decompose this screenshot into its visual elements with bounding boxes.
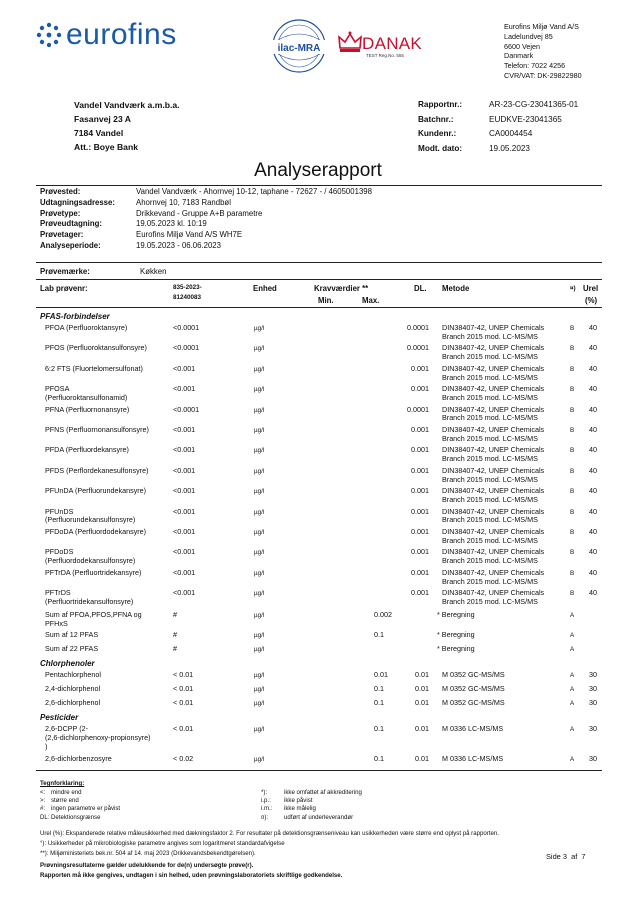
legend-key: >: xyxy=(40,797,46,805)
legend-key: #: xyxy=(40,805,46,813)
max-requirement: 0.1 xyxy=(374,684,384,693)
legend-key: i.p.: xyxy=(261,797,271,805)
client-line: Vandel Vandværk a.m.b.a. xyxy=(74,100,180,110)
legend-key: i.m.: xyxy=(261,805,273,813)
urel-percent: 40 xyxy=(589,465,597,475)
parameter-name: 2,6-DCPP (2- xyxy=(45,724,89,733)
danak-logo-text: DANAK xyxy=(362,34,423,53)
info-label: Prøvested: xyxy=(40,187,81,196)
unit: µg/l xyxy=(254,386,265,394)
detection-limit: 0.01 xyxy=(415,698,429,707)
danak-reg-text: TEST Reg.No. 555 xyxy=(366,53,404,58)
accreditation-flag: B xyxy=(570,467,575,475)
note-urel: Urel (%): Ekspanderede relative måleusikkerhed med dækningsfaktor 2. For resultater på detektionsgrænseniveau kan usikkerheden være større end oplyst på rapporten. xyxy=(40,830,499,837)
accreditation-flag: A xyxy=(570,700,575,707)
result-value: <0.001 xyxy=(173,588,196,598)
accreditation-flag: B xyxy=(570,590,575,598)
result-value: <0.001 xyxy=(173,465,196,475)
parameter-name: 6:2 FTS (Fluortelomersulfonat) xyxy=(45,363,143,373)
parameter-name: PFTrDA (Perfluortridekansyre) xyxy=(45,567,142,577)
urel-percent: 40 xyxy=(589,445,597,455)
meta-label: Rapportnr.: xyxy=(418,100,463,109)
parameter-name: 2,6-dichlorbenzosyre xyxy=(45,754,112,763)
meta-label: Kundenr.: xyxy=(418,129,457,138)
accreditation-flag: B xyxy=(570,549,575,557)
parameter-name: ) xyxy=(45,741,48,751)
detection-limit: 0.0001 xyxy=(407,343,429,353)
legend-key: DL: xyxy=(40,813,50,821)
detection-limit: 0.01 xyxy=(415,684,429,693)
col-header-dl: DL. xyxy=(414,284,427,293)
urel-percent: 40 xyxy=(589,384,597,394)
method: DIN38407-42, UNEP Chemicals xyxy=(442,465,545,475)
method: * Beregning xyxy=(437,610,475,619)
legend-text: ikke omfattet af akkreditering xyxy=(284,789,362,796)
method: M 0336 LC-MS/MS xyxy=(442,724,504,733)
customer-number: CA0004454 xyxy=(489,129,533,138)
parameter-name: PFOA (Perfluoroktansyre) xyxy=(45,323,128,332)
result-value: # xyxy=(173,630,177,639)
method: M 0352 GC-MS/MS xyxy=(442,698,505,707)
method: DIN38407-42, UNEP Chemicals xyxy=(442,486,545,496)
legend-title: Tegnforklaring: xyxy=(40,780,85,787)
max-requirement: 0.1 xyxy=(374,630,384,639)
result-value: <0.0001 xyxy=(173,404,200,414)
method: Branch 2015 mod. LC-MS/MS xyxy=(442,331,538,341)
client-line: Fasanvej 23 A xyxy=(74,114,132,124)
parameter-name: PFNA (Perfluornonansyre) xyxy=(45,404,130,414)
info-value: Drikkevand - Gruppe A+B parametre xyxy=(136,208,263,218)
detection-limit: 0.01 xyxy=(415,670,429,679)
parameter-name: (Perfluoroktansulfonamid) xyxy=(45,393,128,402)
eurofins-logo-text: eurofins xyxy=(66,18,177,51)
method: DIN38407-42, UNEP Chemicals xyxy=(442,404,545,414)
legend-text: Detektionsgrænse xyxy=(51,813,101,821)
info-value: Eurofins Miljø Vand A/S WH7E xyxy=(136,230,243,240)
accreditation-flag: B xyxy=(570,427,575,434)
client-line: Att.: Boye Bank xyxy=(74,142,138,152)
method: DIN38407-42, UNEP Chemicals xyxy=(442,343,545,353)
detection-limit: 0.001 xyxy=(411,506,429,516)
accreditation-flag: B xyxy=(570,529,575,536)
parameter-name: (2,6-dichlorphenoxy-propionsyre) xyxy=(45,732,151,742)
max-requirement: 0.002 xyxy=(374,610,392,619)
method: DIN38407-42, UNEP Chemicals xyxy=(442,506,545,516)
detection-limit: 0.001 xyxy=(411,547,429,557)
parameter-name: (Perfluortridekansulfonsyre) xyxy=(45,597,134,606)
method: * Beregning xyxy=(437,630,475,639)
method: Branch 2015 mod. LC-MS/MS xyxy=(442,597,538,606)
unit: µg/l xyxy=(254,447,265,455)
col-header-unit: Enhed xyxy=(253,284,277,293)
detection-limit: 0.001 xyxy=(411,567,429,577)
urel-percent: 40 xyxy=(589,547,597,557)
result-value: <0.001 xyxy=(173,486,196,496)
result-value: < 0.01 xyxy=(173,670,194,679)
info-label: Prøvetager: xyxy=(40,230,84,240)
info-value: Ahornvej 10, 7183 Randbøl xyxy=(136,197,231,207)
urel-percent: 30 xyxy=(589,684,597,693)
result-value: < 0.01 xyxy=(173,724,194,733)
unit: µg/l xyxy=(254,365,265,373)
lab-address xyxy=(504,22,582,81)
page-title: Analyserapport xyxy=(254,160,382,181)
legend-key: ¤): xyxy=(261,813,269,821)
detection-limit: 0.001 xyxy=(411,363,429,373)
note-micro: °): Usikkerheder på mikrobiologiske parametre angives som logaritmeret standardafvigelse xyxy=(40,840,285,847)
parameter-name: PFHxS xyxy=(45,618,68,628)
result-value: <0.001 xyxy=(173,363,196,373)
urel-percent: 40 xyxy=(589,486,597,496)
legend-text: ikke målelig xyxy=(284,805,316,813)
unit: µg/l xyxy=(254,508,265,516)
sample-mark-value: Køkken xyxy=(140,267,167,276)
unit: µg/l xyxy=(254,686,265,693)
method: Branch 2015 mod. LC-MS/MS xyxy=(442,576,538,586)
sample-mark-label: Prøvemærke: xyxy=(40,267,90,276)
result-value: < 0.01 xyxy=(173,698,194,707)
divider xyxy=(36,770,602,771)
unit: µg/l xyxy=(254,467,265,475)
urel-percent: 30 xyxy=(589,754,597,763)
parameter-name: PFUnDA (Perfluorundekansyre) xyxy=(45,486,147,496)
method: Branch 2015 mod. LC-MS/MS xyxy=(442,474,538,484)
parameter-name: PFTrDS xyxy=(45,588,71,598)
info-value: 19.05.2023 - 06.06.2023 xyxy=(136,240,221,250)
accreditation-flag: B xyxy=(570,325,575,332)
parameter-name: PFDS (Perflordekanesulfonsyre) xyxy=(45,465,149,475)
unit: µg/l xyxy=(254,569,265,577)
method: DIN38407-42, UNEP Chemicals xyxy=(442,363,545,373)
accreditation-flag: A xyxy=(570,612,575,619)
accreditation-flag: A xyxy=(570,686,575,693)
legend-text: mindre end xyxy=(51,789,82,796)
unit: µg/l xyxy=(254,406,265,414)
report-number: AR-23-CG-23041365-01 xyxy=(489,100,579,109)
method: Branch 2015 mod. LC-MS/MS xyxy=(442,454,538,464)
parameter-name: Sum af 22 PFAS xyxy=(45,644,99,653)
accreditation-flag: A xyxy=(570,672,575,679)
address-line: Ladelundvej 85 xyxy=(504,31,553,41)
legend-text: ingen parametre er påvist xyxy=(51,805,121,813)
unit: µg/l xyxy=(254,726,265,733)
method: Branch 2015 mod. LC-MS/MS xyxy=(442,535,538,545)
urel-percent: 30 xyxy=(589,724,597,733)
parameter-name: PFNS (Perfluornonansulfonsyre) xyxy=(45,425,149,434)
parameter-name: PFOS (Perfluoroktansulfonsyre) xyxy=(45,343,147,353)
unit: µg/l xyxy=(254,549,265,557)
legend-text: udført af underleverandør xyxy=(284,813,354,821)
unit: µg/l xyxy=(254,756,265,763)
unit: µg/l xyxy=(254,672,265,679)
result-value: <0.0001 xyxy=(173,323,200,332)
method: * Beregning xyxy=(437,644,475,653)
method: M 0352 GC-MS/MS xyxy=(442,684,505,693)
parameter-name: Pentachlorphenol xyxy=(45,670,101,679)
info-value: 19.05.2023 kl. 10:19 xyxy=(136,219,207,229)
method: DIN38407-42, UNEP Chemicals xyxy=(442,425,545,434)
urel-percent: 30 xyxy=(589,670,597,679)
unit: µg/l xyxy=(254,612,265,619)
disclaimer: Rapporten må ikke gengives, undtagen i sin helhed, uden prøvningslaboratoriets skriftlige godkendelse. xyxy=(40,872,343,879)
urel-percent: 40 xyxy=(589,567,597,577)
col-header-min: Min. xyxy=(318,296,334,305)
parameter-name: PFUnDS xyxy=(45,506,74,516)
sample-info xyxy=(40,187,372,252)
max-requirement: 0.1 xyxy=(374,724,384,733)
method: Branch 2015 mod. LC-MS/MS xyxy=(442,433,538,443)
method: Branch 2015 mod. LC-MS/MS xyxy=(442,556,538,566)
unit: µg/l xyxy=(254,427,265,434)
divider xyxy=(36,185,602,186)
client-line: 7184 Vandel xyxy=(74,128,124,138)
unit: µg/l xyxy=(254,488,265,496)
address-line: CVR/VAT: DK-29822980 xyxy=(504,70,582,80)
col-header-subcontract: ¤) xyxy=(570,285,576,292)
detection-limit: 0.001 xyxy=(411,425,429,434)
meta-label: Modt. dato: xyxy=(418,143,463,153)
method: DIN38407-42, UNEP Chemicals xyxy=(442,567,545,577)
disclaimer: Prøvningsresultaterne gælder udelukkende for de(n) undersøgte prøve(r). xyxy=(40,862,254,869)
unit: µg/l xyxy=(254,345,265,353)
accreditation-flag: B xyxy=(570,447,575,455)
legend-key: <: xyxy=(40,789,46,796)
ilac-mra-logo xyxy=(268,18,330,74)
info-label: Prøvetype: xyxy=(40,208,81,218)
accreditation-flag: B xyxy=(570,569,575,577)
result-value: <0.001 xyxy=(173,506,196,516)
divider xyxy=(36,279,602,280)
urel-percent: 30 xyxy=(589,698,597,707)
detection-limit: 0.001 xyxy=(411,486,429,496)
method: Branch 2015 mod. LC-MS/MS xyxy=(442,393,538,402)
detection-limit: 0.001 xyxy=(411,445,429,455)
address-line: Eurofins Miljø Vand A/S xyxy=(504,22,579,31)
accreditation-flag: B xyxy=(570,345,575,353)
urel-percent: 40 xyxy=(589,527,597,536)
detection-limit: 0.001 xyxy=(411,588,429,598)
detection-limit: 0.01 xyxy=(415,724,429,733)
result-value: <0.001 xyxy=(173,384,196,394)
result-value: <0.001 xyxy=(173,445,196,455)
accreditation-flag: A xyxy=(570,726,575,733)
result-value: < 0.02 xyxy=(173,754,194,763)
unit: µg/l xyxy=(254,646,265,653)
method: Branch 2015 mod. LC-MS/MS xyxy=(442,495,538,504)
accreditation-flag: A xyxy=(570,756,575,763)
page-of: af xyxy=(571,852,578,861)
urel-percent: 40 xyxy=(589,425,597,434)
urel-percent: 40 xyxy=(589,363,597,373)
method: M 0352 GC-MS/MS xyxy=(442,670,505,679)
method: DIN38407-42, UNEP Chemicals xyxy=(442,588,545,598)
detection-limit: 0.0001 xyxy=(407,323,429,332)
group-heading: Pesticider xyxy=(40,713,79,722)
accreditation-flag: B xyxy=(570,508,575,516)
col-header-requirements: Kravværdier ** xyxy=(314,284,369,293)
result-value: <0.001 xyxy=(173,425,196,434)
parameter-name: PFDoDA (Perfluordodekansyre) xyxy=(45,527,147,536)
parameter-name: (Perfluordodekansulfonsyre) xyxy=(45,556,136,566)
accreditation-flag: B xyxy=(570,406,575,414)
detection-limit: 0.001 xyxy=(411,384,429,394)
address-line: Telefon: 7022 4256 xyxy=(504,61,566,71)
info-label: Udtagningsadresse: xyxy=(40,197,115,207)
method: DIN38407-42, UNEP Chemicals xyxy=(442,445,545,455)
report-meta xyxy=(418,98,578,156)
urel-percent: 40 xyxy=(589,404,597,414)
page-total: 7 xyxy=(581,852,586,861)
address-line: Danmark xyxy=(504,51,534,61)
col-header-sample-no: 81240083 xyxy=(173,294,202,301)
group-heading: Chlorphenoler xyxy=(40,659,95,668)
detection-limit: 0.01 xyxy=(415,754,429,763)
result-value: < 0.01 xyxy=(173,684,194,693)
accreditation-flag: B xyxy=(570,365,575,373)
method: DIN38407-42, UNEP Chemicals xyxy=(442,527,545,536)
method: Branch 2015 mod. LC-MS/MS xyxy=(442,413,538,423)
method: Branch 2015 mod. LC-MS/MS xyxy=(442,515,538,525)
urel-percent: 40 xyxy=(589,343,597,353)
accreditation-flag: A xyxy=(570,632,575,639)
unit: µg/l xyxy=(254,700,265,707)
col-header-method: Metode xyxy=(442,284,470,293)
max-requirement: 0.1 xyxy=(374,698,384,707)
legend-key: *): xyxy=(261,789,268,796)
result-value: # xyxy=(173,610,177,619)
parameter-name: (Perfluorundekansulfonsyre) xyxy=(45,515,136,525)
page-number xyxy=(546,852,586,861)
danak-crown-icon xyxy=(337,30,363,54)
info-label: Prøveudtagning: xyxy=(40,219,102,229)
method: Branch 2015 mod. LC-MS/MS xyxy=(442,352,538,362)
page-label: Side xyxy=(546,852,561,861)
col-header-urel-pct: (%) xyxy=(585,296,598,305)
max-requirement: 0.01 xyxy=(374,670,388,679)
info-value: Vandel Vandværk - Ahornvej 10-12, taphane - 72627 - / 4605001398 xyxy=(136,187,372,196)
result-value: <0.001 xyxy=(173,567,196,577)
parameter-name: Sum af PFOA,PFOS,PFNA og xyxy=(45,610,142,619)
detection-limit: 0.001 xyxy=(411,465,429,475)
urel-percent: 40 xyxy=(589,588,597,598)
accreditation-flag: B xyxy=(570,386,575,394)
urel-percent: 40 xyxy=(589,506,597,516)
method: DIN38407-42, UNEP Chemicals xyxy=(442,547,545,557)
unit: µg/l xyxy=(254,632,265,639)
client-address xyxy=(74,98,180,154)
urel-percent: 40 xyxy=(589,323,597,332)
parameter-name: PFDoDS xyxy=(45,547,74,557)
col-header-urel: Urel xyxy=(583,284,599,293)
legend-text: ikke påvist xyxy=(284,797,313,805)
col-header-sample-no: 835-2023- xyxy=(173,284,202,291)
detection-limit: 0.0001 xyxy=(407,404,429,414)
col-header-param: Lab prøvenr: xyxy=(40,284,88,293)
unit: µg/l xyxy=(254,529,265,536)
parameter-name: PFDA (Perfluordekansyre) xyxy=(45,445,129,455)
method: M 0336 LC-MS/MS xyxy=(442,754,504,763)
parameter-name: 2,6-dichlorphenol xyxy=(45,698,101,707)
received-date: 19.05.2023 xyxy=(489,143,530,153)
parameter-name: 2,4-dichlorphenol xyxy=(45,684,101,693)
parameter-name: Sum af 12 PFAS xyxy=(45,630,99,639)
note-regulation: **): Miljøministeriets bek.nr. 504 af 14. maj 2023 (Drikkevandsbekendtgørelsen). xyxy=(40,850,256,857)
method: DIN38407-42, UNEP Chemicals xyxy=(442,323,545,332)
page-current: 3 xyxy=(562,852,567,861)
ilac-text: ilac-MRA xyxy=(277,43,321,54)
max-requirement: 0.1 xyxy=(374,754,384,763)
detection-limit: 0.001 xyxy=(411,527,429,536)
info-label: Analyseperiode: xyxy=(40,240,101,250)
result-value: # xyxy=(173,644,177,653)
result-value: <0.001 xyxy=(173,527,196,536)
divider xyxy=(36,307,602,308)
meta-label: Batchnr.: xyxy=(418,114,454,124)
group-heading: PFAS-forbindelser xyxy=(40,312,110,321)
address-line: 6600 Vejen xyxy=(504,41,540,51)
method: Branch 2015 mod. LC-MS/MS xyxy=(442,372,538,382)
parameter-name: PFOSA xyxy=(45,384,70,394)
method: DIN38407-42, UNEP Chemicals xyxy=(442,384,545,394)
accreditation-flag: A xyxy=(570,646,575,653)
result-value: <0.001 xyxy=(173,547,196,557)
result-value: <0.0001 xyxy=(173,343,200,353)
batch-number: EUDKVE-23041365 xyxy=(489,114,562,124)
legend-text: større end xyxy=(51,797,79,805)
unit: µg/l xyxy=(254,590,265,598)
col-header-max: Max. xyxy=(362,296,380,305)
accreditation-flag: B xyxy=(570,488,575,496)
eurofins-logo-mark xyxy=(36,22,62,48)
unit: µg/l xyxy=(254,325,265,332)
divider xyxy=(36,262,602,263)
